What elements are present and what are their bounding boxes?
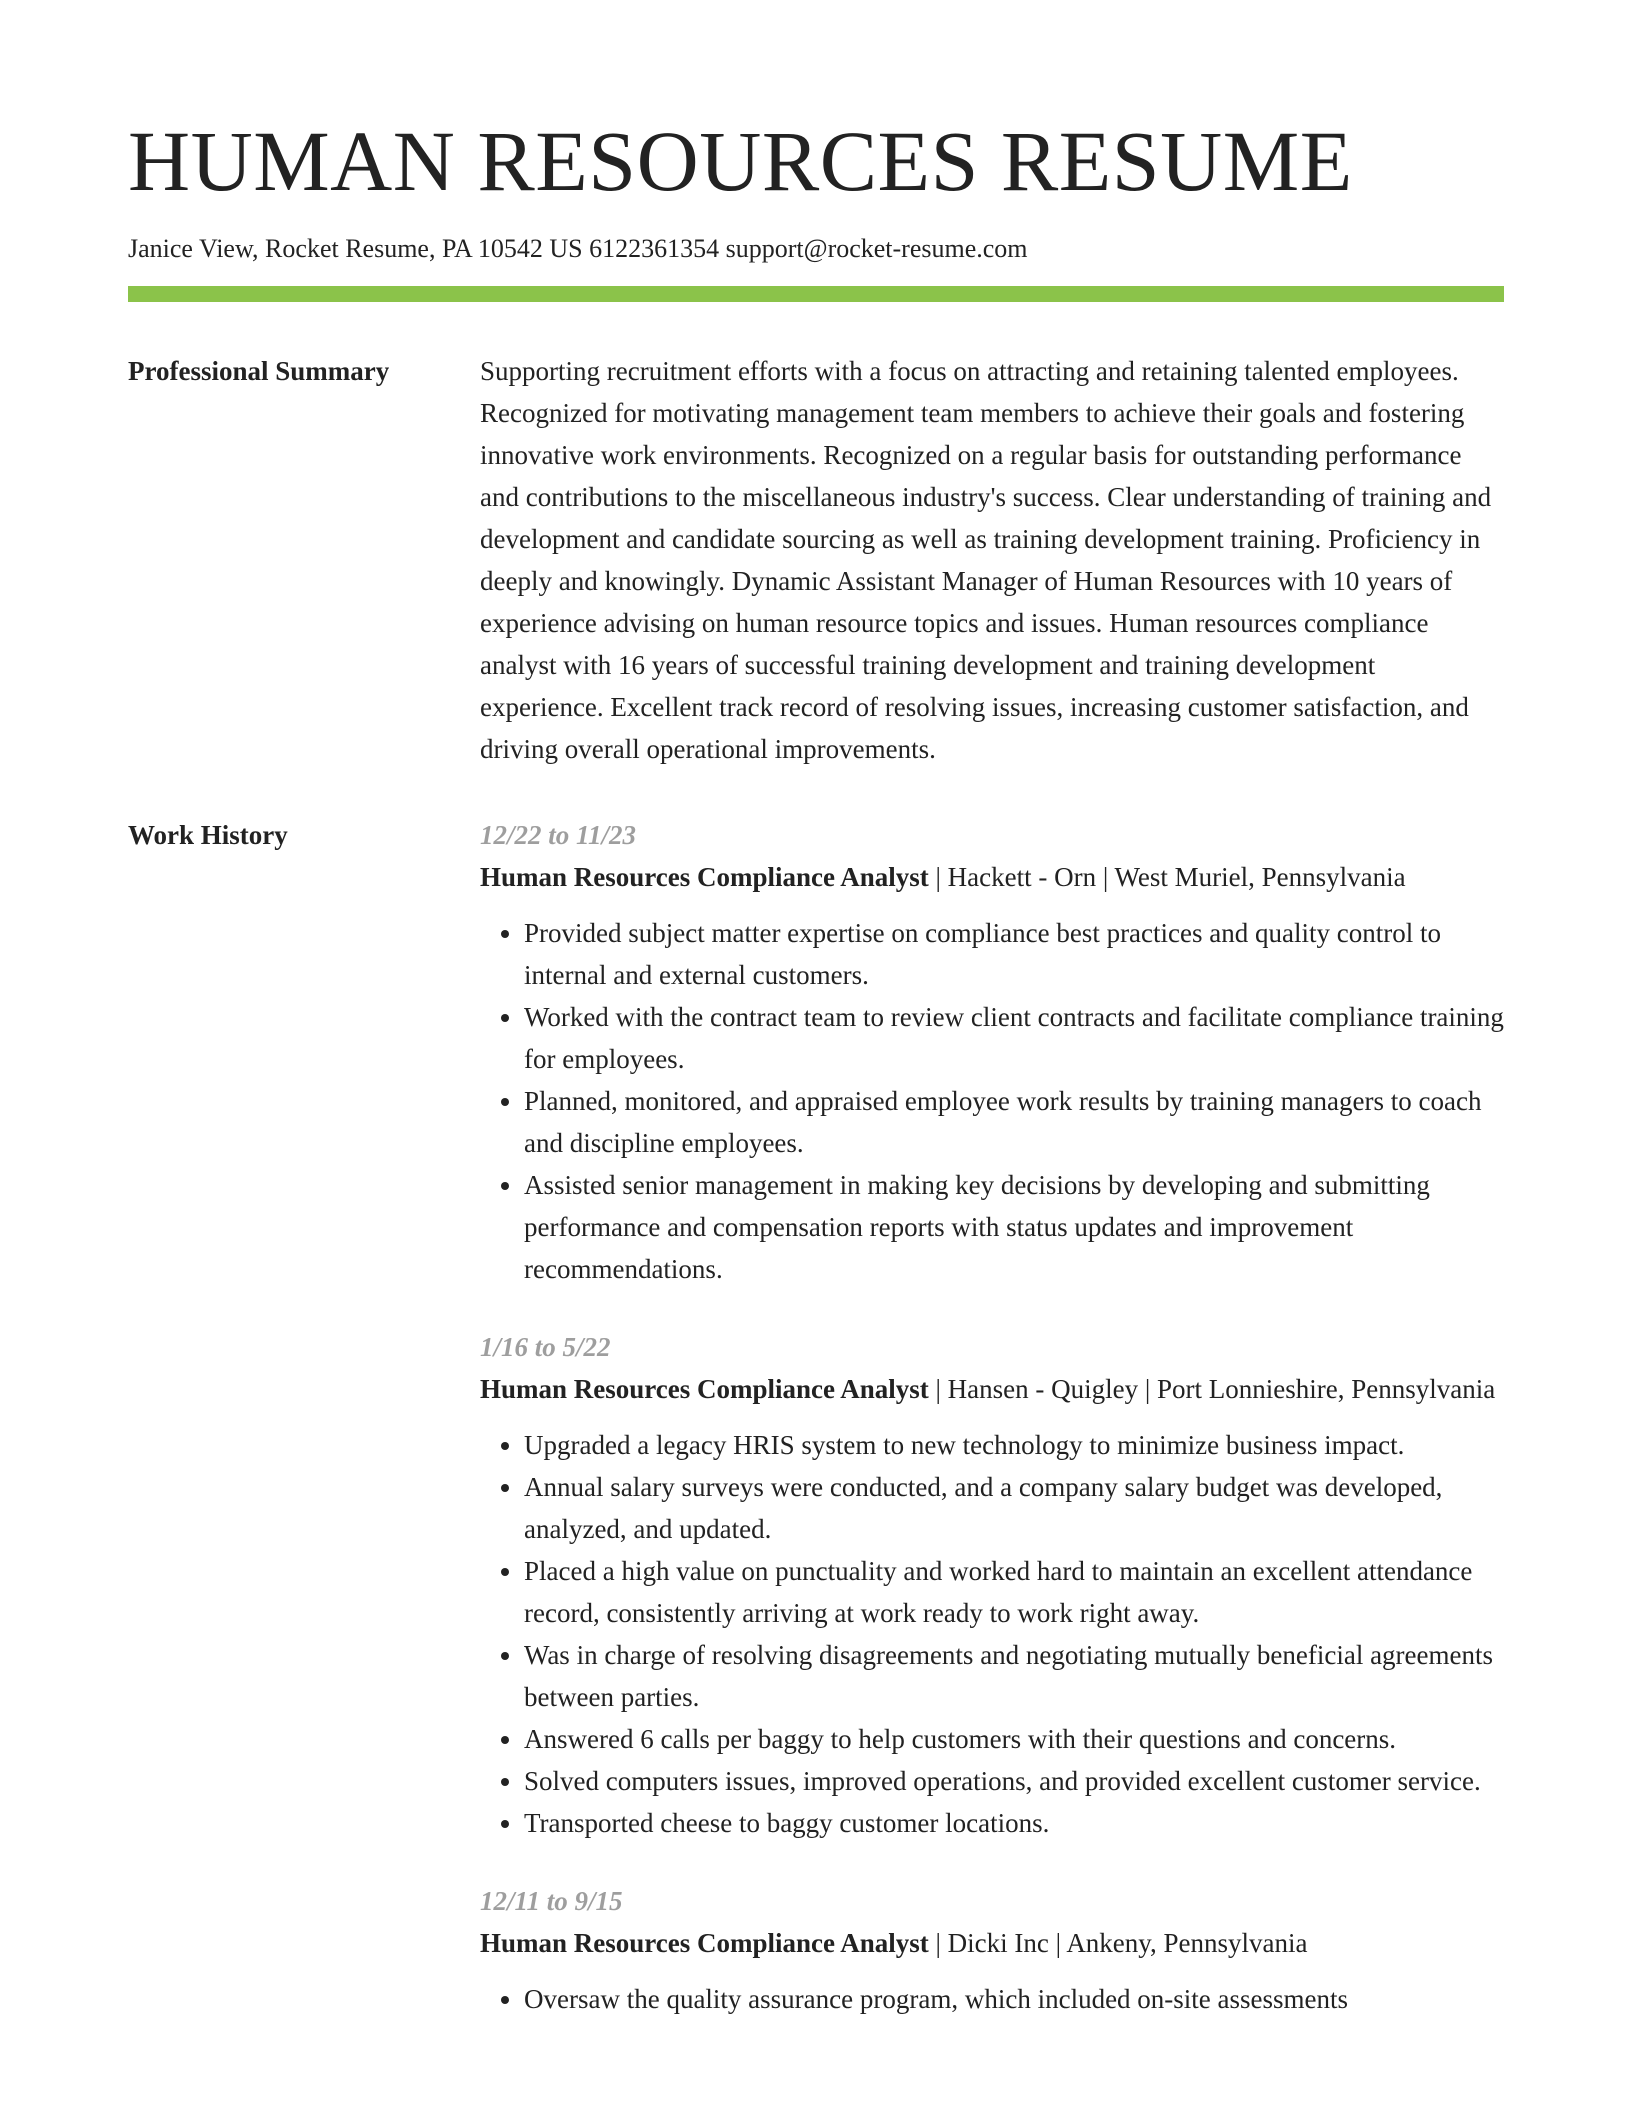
job-bullet: • Assisted senior management in making key decisions by developing and submitting performance and compensation reports with status updates and improvement recommendations. — [524, 1164, 1504, 1290]
job-heading — [480, 1922, 1504, 1964]
job-bullet: • Provided subject matter expertise on compliance best practices and quality control to internal and external customers. — [524, 912, 1504, 996]
job-dates: 1/16 to 5/22 — [480, 1331, 611, 1362]
job-bullets — [480, 912, 1504, 1290]
job-bullet: • Was in charge of resolving disagreements and negotiating mutually beneficial agreements between parties. — [524, 1634, 1504, 1718]
job-bullet: • Solved computers issues, improved operations, and provided excellent customer service. — [524, 1760, 1504, 1802]
accent-rule — [128, 286, 1504, 302]
job-heading — [480, 1368, 1504, 1410]
job-bullet: • Planned, monitored, and appraised employee work results by training managers to coach and discipline employees. — [524, 1080, 1504, 1164]
job-entry — [480, 1326, 1504, 1844]
job-entry — [480, 1880, 1504, 2020]
job-details: | Dicki Inc | Ankeny, Pennsylvania — [928, 1927, 1308, 1958]
work-history-section — [128, 814, 1504, 2020]
job-bullet: • Placed a high value on punctuality and worked hard to maintain an excellent attendance record, consistently arriving at work ready to work right away. — [524, 1550, 1504, 1634]
job-bullet: • Annual salary surveys were conducted, and a company salary budget was developed, analyzed, and updated. — [524, 1466, 1504, 1550]
job-bullet: • Answered 6 calls per baggy to help customers with their questions and concerns. — [524, 1718, 1504, 1760]
job-bullet: • Worked with the contract team to review client contracts and facilitate compliance training for employees. — [524, 996, 1504, 1080]
job-details: | Hackett - Orn | West Muriel, Pennsylvania — [928, 861, 1406, 892]
job-title: Human Resources Compliance Analyst — [480, 1927, 929, 1958]
professional-summary-section — [128, 350, 1504, 770]
job-dates: 12/11 to 9/15 — [480, 1885, 623, 1916]
resume-title: HUMAN RESOURCES RESUME — [128, 113, 1353, 209]
contact-line: Janice View, Rocket Resume, PA 10542 US 6122361354 support@rocket-resume.com — [128, 234, 1028, 263]
job-title: Human Resources Compliance Analyst — [480, 861, 929, 892]
job-details: | Hansen - Quigley | Port Lonnieshire, Pennsylvania — [928, 1373, 1496, 1404]
job-bullet: • Transported cheese to baggy customer locations. — [524, 1802, 1504, 1844]
job-entry — [480, 814, 1504, 1290]
job-bullets — [480, 1978, 1504, 2020]
section-label-work-history: Work History — [128, 819, 288, 850]
section-label-summary: Professional Summary — [128, 355, 390, 386]
job-dates: 12/22 to 11/23 — [480, 819, 637, 850]
job-heading — [480, 856, 1504, 898]
job-bullet: • Oversaw the quality assurance program, which included on-site assessments — [524, 1978, 1504, 2020]
job-title: Human Resources Compliance Analyst — [480, 1373, 929, 1404]
job-bullet: • Upgraded a legacy HRIS system to new technology to minimize business impact. — [524, 1424, 1504, 1466]
job-bullets — [480, 1424, 1504, 1844]
summary-text: Supporting recruitment efforts with a focus on attracting and retaining talented employees. Recognized for motivating management team members to achieve their goals and fostering innovative work environments. Recognized on a regular basis for outstanding performance and contributions to the miscellaneous industry's success. Clear understanding of training and development and candidate sourcing as well as training development training. Proficiency in deeply and knowingly. Dynamic Assistant Manager of Human Resources with 10 years of experience advising on human resource topics and issues. Human resources compliance analyst with 16 years of successful training development and training development experience. Excellent track record of resolving issues, increasing customer satisfaction, and driving overall operational improvements. — [480, 355, 1492, 764]
